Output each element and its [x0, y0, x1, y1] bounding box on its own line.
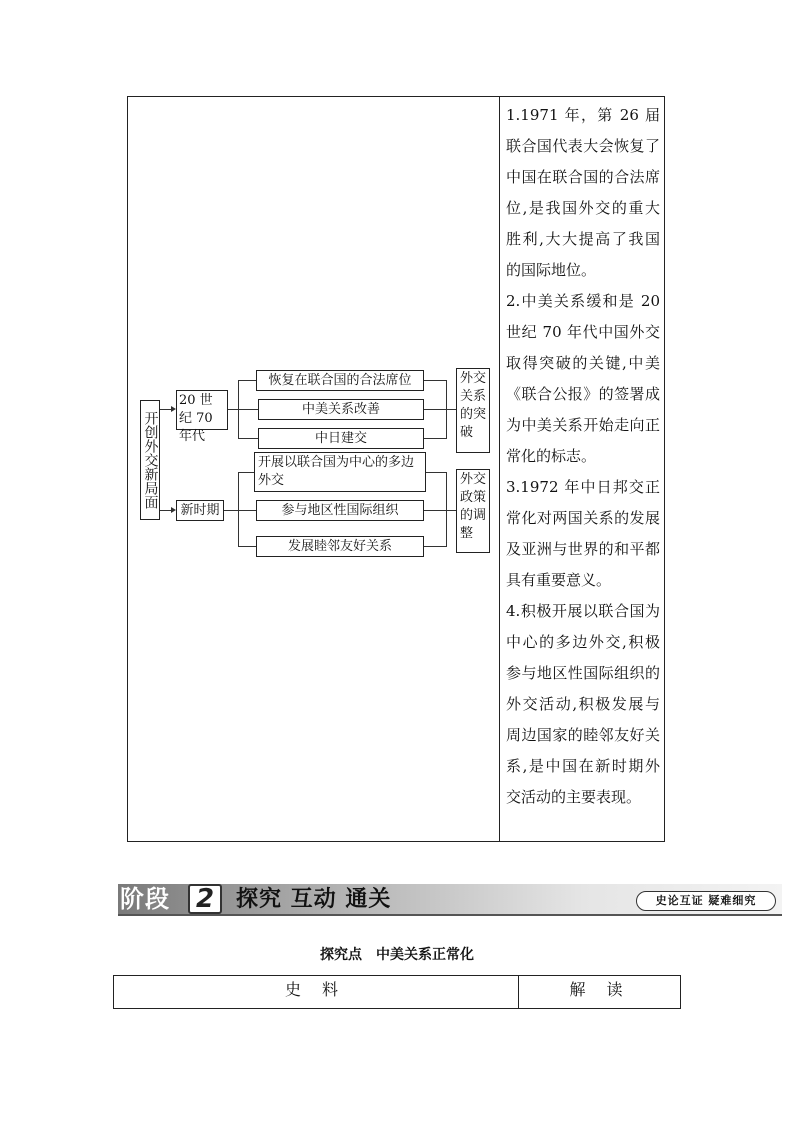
branch-label: 20 世纪 70 年代 [179, 393, 213, 444]
connector [424, 510, 456, 511]
root-node: 开创外交新局面 [140, 400, 160, 520]
bracket [446, 380, 447, 439]
connector [424, 438, 446, 439]
connector [424, 380, 446, 381]
connector [238, 472, 254, 473]
summary-point-3: 3.1972 年中日邦交正常化对两国关系的发展及亚洲与世界的和平都具有重要意义。 [506, 478, 660, 589]
branch-node-new-era: 新时期 [176, 500, 224, 521]
connector [424, 409, 456, 410]
item-regional-orgs: 参与地区性国际组织 [256, 500, 424, 521]
connector [426, 472, 446, 473]
summary-text [506, 100, 660, 813]
connector [228, 409, 238, 410]
summary-point-2: 2.中美关系缓和是 20 世纪 70 年代中国外交取得突破的关键,中美《联合公报》的签署成为中美关系开始走向正常化的标志。 [506, 292, 660, 465]
connector [238, 380, 258, 381]
bracket [446, 472, 447, 547]
connector [238, 546, 256, 547]
header-source: 史 料 [284, 980, 347, 999]
result-breakthrough: 外交关系的突破 [456, 368, 490, 453]
banner-title: 探究 互动 通关 [236, 887, 392, 912]
connector [238, 510, 256, 511]
table-column-divider [499, 96, 500, 842]
connector [238, 438, 258, 439]
item-un-seat: 恢复在联合国的合法席位 [256, 370, 424, 391]
connector [238, 409, 258, 410]
branch-node-1970s [176, 390, 228, 444]
banner-underline [118, 914, 782, 916]
summary-point-4: 4.积极开展以联合国为中心的多边外交,积极参与地区性国际组织的外交活动,积极发展与周边国家的睦邻友好关系,是中国在新时期外交活动的主要表现。 [506, 602, 660, 806]
item-multilateral: 开展以联合国为中心的多边外交 [254, 452, 426, 492]
stage-number: 2 [188, 884, 222, 914]
header-interpretation: 解 读 [569, 980, 631, 999]
item-good-neighbor: 发展睦邻友好关系 [256, 536, 424, 557]
connector [224, 510, 238, 511]
connector [424, 546, 446, 547]
banner-badge: 史论互证 疑难细究 [636, 891, 776, 911]
summary-point-1: 1.1971 年，第 26 届联合国代表大会恢复了中国在联合国的合法席位,是我国外交的重大胜利,大大提高了我国的国际地位。 [506, 106, 660, 279]
item-sino-us: 中美关系改善 [258, 399, 424, 420]
section-title: 探究点 中美关系正常化 [320, 947, 474, 963]
result-policy-adjustment: 外交政策的调整 [456, 469, 490, 553]
stage-label: 阶段 [120, 885, 170, 913]
item-sino-japan: 中日建交 [258, 428, 424, 449]
